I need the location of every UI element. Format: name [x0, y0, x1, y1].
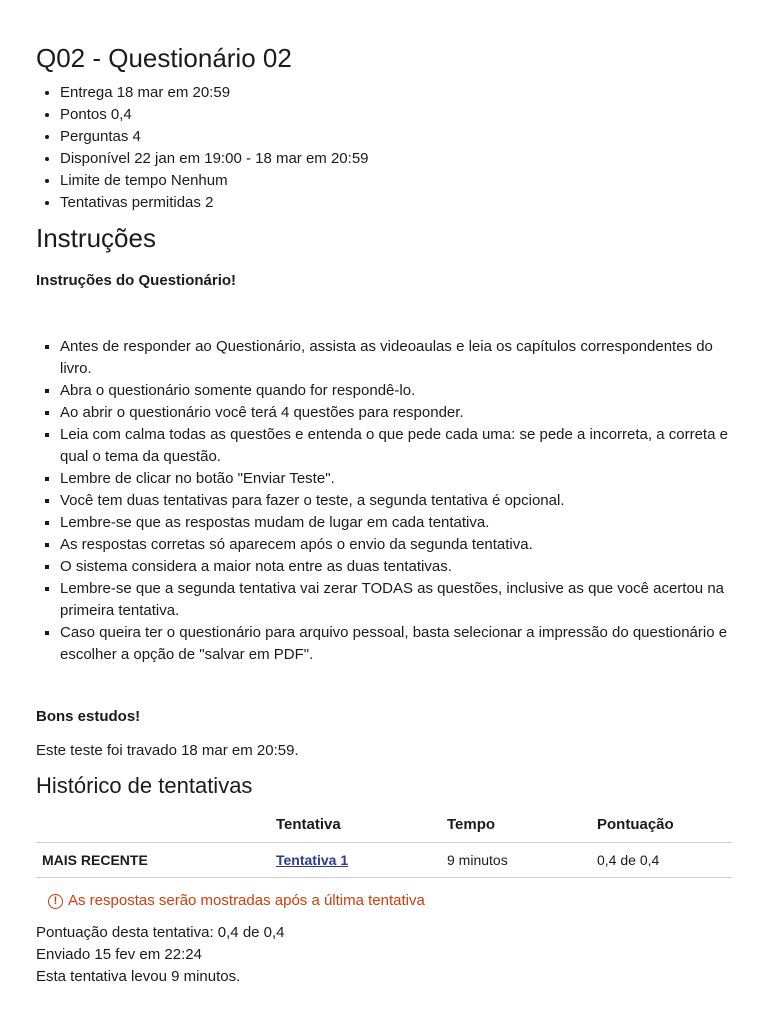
- summary-score: Pontuação desta tentativa: 0,4 de 0,4: [36, 924, 285, 941]
- instruction-item: ▪ Ao abrir o questionário você terá 4 questões para responder.: [60, 402, 732, 424]
- instructions-list: [36, 336, 732, 666]
- column-header-attempt: Tentativa: [270, 808, 441, 843]
- column-header-score: Pontuação: [591, 808, 732, 843]
- quiz-detail-questions: • Perguntas 4: [60, 126, 732, 148]
- closing-text: Bons estudos!: [36, 708, 141, 725]
- summary-submitted: Enviado 15 fev em 22:24: [36, 946, 202, 963]
- quiz-detail-attempts: • Tentativas permitidas 2: [60, 192, 732, 214]
- instruction-item: ▪ Antes de responder ao Questionário, assista as videoaulas e leia os capítulos correspondentes do livro.: [60, 336, 732, 380]
- attempt-label: MAIS RECENTE: [36, 843, 270, 878]
- summary-duration: Esta tentativa levou 9 minutos.: [36, 968, 241, 985]
- quiz-detail-time-limit: • Limite de tempo Nenhum: [60, 170, 732, 192]
- instructions-title: Instruções do Questionário!: [36, 272, 237, 289]
- attempt-time: 9 minutos: [441, 843, 591, 878]
- instruction-item: ▪ Você tem duas tentativas para fazer o teste, a segunda tentativa é opcional.: [60, 490, 732, 512]
- instruction-item: ▪ Lembre de clicar no botão "Enviar Teste".: [60, 468, 732, 490]
- instruction-item: ▪ Leia com calma todas as questões e entenda o que pede cada uma: se pede a incorreta, a correta e qual o tema da questão.: [60, 424, 732, 468]
- column-header-time: Tempo: [441, 808, 591, 843]
- instruction-item: ▪ Caso queira ter o questionário para arquivo pessoal, basta selecionar a impressão do questionário e escolher a opção de "salvar em PDF".: [60, 622, 732, 666]
- attempt-score: 0,4 de 0,4: [591, 843, 732, 878]
- history-heading: Histórico de tentativas: [36, 773, 253, 798]
- results-warning: [48, 890, 732, 912]
- table-row: [36, 843, 732, 878]
- attempt-cell: [270, 843, 441, 878]
- quiz-detail-due: • Entrega 18 mar em 20:59: [60, 82, 732, 104]
- table-header-row: [36, 808, 732, 843]
- instruction-item: ▪ Lembre-se que as respostas mudam de lugar em cada tentativa.: [60, 512, 732, 534]
- attempt-link[interactable]: Tentativa 1: [276, 852, 349, 868]
- page-title: Q02 - Questionário 02: [36, 43, 292, 73]
- attempt-summary: [36, 922, 732, 988]
- instruction-item: ▪ Abra o questionário somente quando for respondê-lo.: [60, 380, 732, 402]
- locked-notice: Este teste foi travado 18 mar em 20:59.: [36, 742, 299, 759]
- warning-text: As respostas serão mostradas após a última tentativa: [68, 892, 425, 909]
- quiz-detail-points: • Pontos 0,4: [60, 104, 732, 126]
- attempt-history-table: [36, 808, 732, 878]
- instruction-item: ▪ O sistema considera a maior nota entre as duas tentativas.: [60, 556, 732, 578]
- instructions-heading: Instruções: [36, 223, 156, 253]
- quiz-details-list: [36, 82, 732, 214]
- column-header-blank: [36, 808, 270, 843]
- instruction-item: ▪ Lembre-se que a segunda tentativa vai zerar TODAS as questões, inclusive as que você acertou na primeira tentativa.: [60, 578, 732, 622]
- quiz-detail-available: • Disponível 22 jan em 19:00 - 18 mar em 20:59: [60, 148, 732, 170]
- instruction-item: ▪ As respostas corretas só aparecem após o envio da segunda tentativa.: [60, 534, 732, 556]
- exclamation-circle-icon: !: [48, 894, 63, 909]
